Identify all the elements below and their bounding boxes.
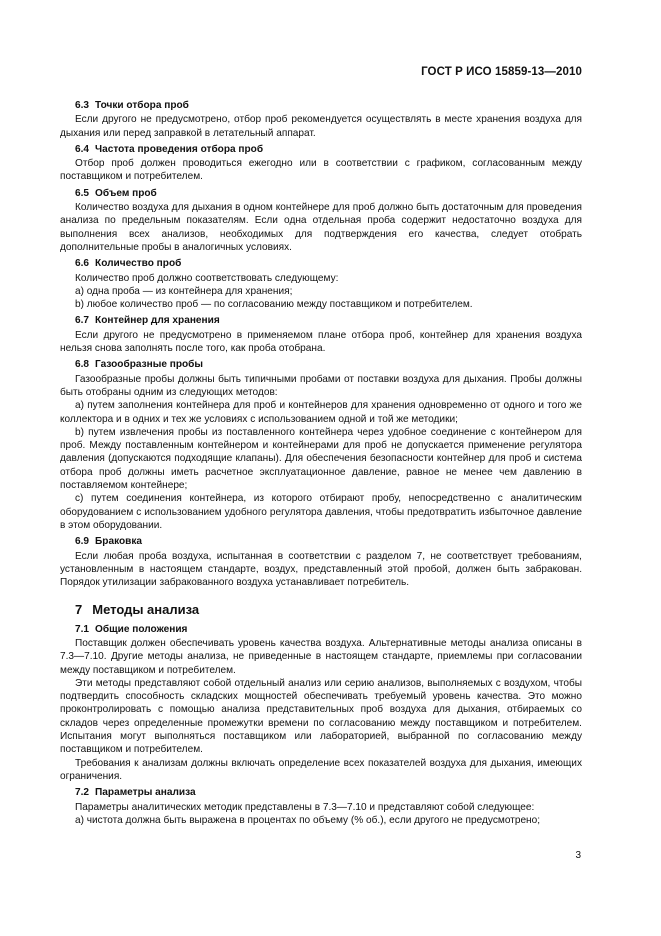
section-number: 7.1 [75,623,90,635]
section-heading [75,535,582,548]
section-heading [75,187,582,200]
paragraph: a) одна проба — из контейнера для хранения; [75,285,293,297]
section-number: 7.2 [75,787,90,799]
section-title: Браковка [95,536,143,548]
paragraph: Отбор проб должен проводиться ежегодно или в соответствии с графиком, согласованным между поставщиком и потребителем. [60,158,582,183]
paragraph: Если другого не предусмотрено в применяемом плане отбора проб, контейнер для хранения воздуха нельзя снова заполнять после того, как проба отобрана. [60,329,582,355]
page-number: 3 [575,850,581,861]
section-number: 6.9 [75,536,90,548]
section-heading [75,314,582,327]
paragraph: a) чистота должна быть выражена в процентах по объему (% об.), если другого не предусмотрено; [75,814,541,826]
paragraph: a) путем заполнения контейнера для проб и контейнеров для хранения одновременно от одного и того же коллектора и в одних и тех же условиях с использованием одной и той же методики; [60,400,582,425]
section-title: Объем проб [95,187,157,199]
section-number: 6.5 [75,187,90,199]
section-title: Общие положения [95,623,188,635]
paragraph: Газообразные пробы должны быть типичными пробами от поставки воздуха для дыхания. Пробы должны быть отобраны одним из следующих методов: [60,373,582,398]
section-title: Частота проведения отбора проб [95,143,264,155]
paragraph: b) путем извлечения пробы из поставленного контейнера через удобное соединение с контейнером для проб. Между поставленным контейнером и контейнерами для проб не допускается применение регулятора давления (допускаются подходящие клапаны). Для обеспечения безопасности контейнер для проб и система отбора проб должны иметь расчетное эксплуатационное давление, равное не менее чем давлению в поставляемом контейнере; [60,426,582,492]
section-number: 6.8 [75,359,90,371]
section-number: 6.7 [75,315,90,327]
paragraph: Эти методы представляют собой отдельный анализ или серию анализов, выполняемых с воздухом, чтобы подтвердить способность складских мощностей обеспечивать требуемый уровень качества. Это можно проконтролировать с помощью анализа представительных проб воздуха для дыхания, отбираемых со складов через определенные промежутки времени по согласованию между поставщиком и потребителем. Испытания могут выполняться поставщиком или лабораторией, выбранной по согласованию между поставщиком и потребителем. [60,677,582,756]
paragraph: c) путем соединения контейнера, из которого отбирают пробу, непосредственно с аналитическим оборудованием с использованием удобного регулятора давления, чтобы предотвратить избыточное давление в этом оборудовании. [60,493,582,531]
section-title: Точки отбора проб [95,100,189,111]
paragraph: Если любая проба воздуха, испытанная в соответствии с разделом 7, не соответствует требованиям, установленным в настоящем стандарте, воздух, представленный этой пробой, должен быть забракован. Порядок утилизации забракованного воздуха устанавливает потребитель. [60,550,582,589]
document-body [60,96,582,827]
paragraph: Если другого не предусмотрено, отбор проб рекомендуется осуществлять в месте хранения воздуха для дыхания или перед заправкой в летательный аппарат. [60,114,582,139]
paragraph: Количество проб должно соответствовать следующему: [75,272,339,284]
paragraph: Параметры аналитических методик представлены в 7.3—7.10 и представляют собой следующее: [75,801,535,813]
section-heading [75,143,582,156]
section-heading [75,99,582,112]
section-number: 7 [75,602,83,618]
section-number: 6.6 [75,258,90,270]
section-title: Контейнер для хранения [95,315,220,327]
section-heading [75,786,582,799]
section-number: 6.4 [75,143,90,155]
section-number: 6.3 [75,100,90,111]
section-heading [75,257,582,270]
section-heading [75,358,582,371]
paragraph: Требования к анализам должны включать определение всех показателей воздуха для дыхания, имеющих ограничения. [60,757,582,782]
paragraph: b) любое количество проб — по согласованию между поставщиком и потребителем. [75,299,473,311]
paragraph: Поставщик должен обеспечивать уровень качества воздуха. Альтернативные методы анализа описаны в 7.3—7.10. Другие методы анализа, не приведенные в настоящем стандарте, приемлемы при согласовании между поставщиком и потребителем. [60,637,582,676]
section-heading [75,623,582,636]
section-heading [75,603,582,616]
section-title: Методы анализа [92,602,200,618]
section-title: Количество проб [95,258,182,270]
document-header: ГОСТ Р ИСО 15859-13—2010 [421,66,582,78]
section-title: Параметры анализа [95,787,196,799]
section-title: Газообразные пробы [95,359,204,371]
paragraph: Количество воздуха для дыхания в одном контейнере для проб должно быть достаточным для проведения анализа по предельным показателям. Если одна отдельная проба содержит недостаточно воздуха для выполнения всех анализов, необходимых для подтверждения его качества, следует отобрать дополнительные пробы в аналогичных условиях. [60,202,582,253]
